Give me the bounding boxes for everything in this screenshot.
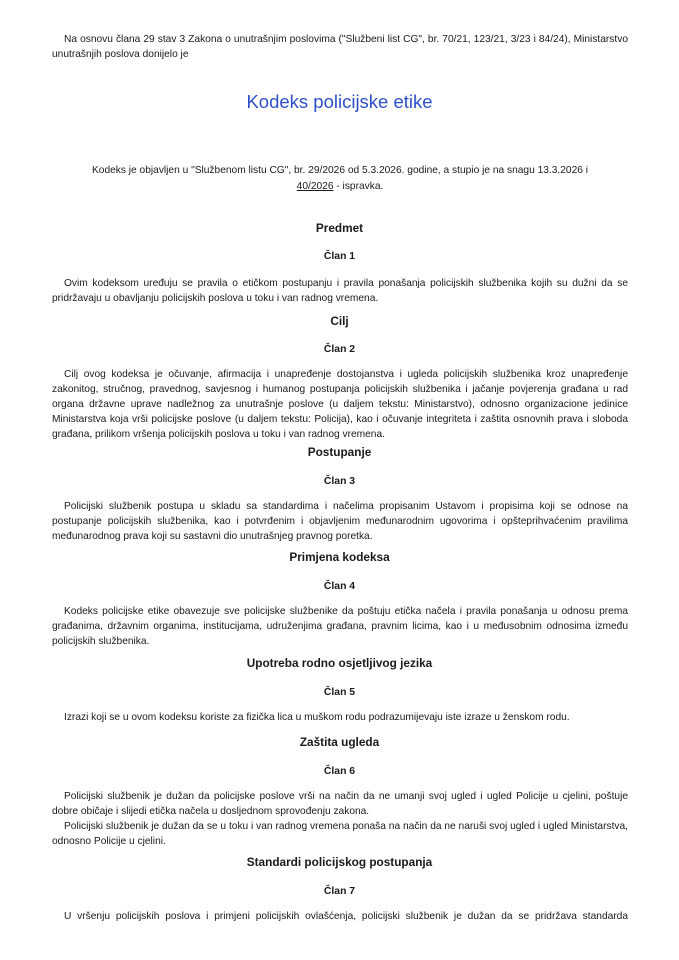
section-heading-postupanje: Postupanje <box>307 445 372 459</box>
article-1-label: Član 1 <box>323 251 356 262</box>
article-7-text: U vršenju policijskih poslova i primjeni policijskih ovlašćenja, policijski službenik je dužan da se pridržava standarda <box>64 911 628 922</box>
correction-link[interactable]: 40/2026 <box>296 181 334 192</box>
document-title: Kodeks policijske etike <box>246 91 433 112</box>
article-4-label: Član 4 <box>323 581 356 592</box>
publication-note <box>52 163 628 195</box>
article-6-label: Član 6 <box>323 766 356 777</box>
preamble: Na osnovu člana 29 stav 3 Zakona o unutrašnjim poslovima ("Službeni list CG", br. 70/21, 123/21, 3/23 i 84/24), Ministarstvo unutrašnjih poslova donijelo je <box>52 34 628 60</box>
publication-text: Kodeks je objavljen u "Službenom listu CG", br. 29/2026 od 5.3.2026. godine, a stupio je na snagu 13.3.2026 i <box>91 165 588 176</box>
section-heading-zastita-ugleda: Zaštita ugleda <box>299 735 380 749</box>
article-5-label: Član 5 <box>323 687 356 698</box>
article-5-text: Izrazi koji se u ovom kodeksu koriste za fizička lica u muškom rodu podrazumijevaju iste izraze u ženskom rodu. <box>64 712 570 723</box>
article-6-paragraph-2: Policijski službenik je dužan da se u toku i van radnog vremena ponaša na način da ne naruši svoj ugled i ugled Ministarstva, odnosno Policije u cjelini. <box>52 821 628 847</box>
section-heading-standardi: Standardi policijskog postupanja <box>246 855 433 869</box>
article-7-label: Član 7 <box>323 886 356 897</box>
article-2-text: Cilj ovog kodeksa je očuvanje, afirmacija i unapređenje dostojanstva i ugleda policijskih službenika kroz unapređenje zakonitog, stručnog, pravednog, savjesnog i humanog postupanja policijskih službenika i jačanje povjerenja građana u rad organa državne uprave nadležnog za unutrašnje poslove (u daljem tekstu: Ministarstvo), odnosno organizacione jedinice Ministarstva koja vrši policijske poslove (u daljem tekstu: Policija), kao i očuvanje integriteta i zaštita osnovnih prava i sloboda građana, prilikom vršenja policijskih poslova u toku i van radnog vremena. <box>52 369 628 440</box>
section-heading-predmet: Predmet <box>315 221 364 235</box>
article-3-text: Policijski službenik postupa u skladu sa standardima i načelima propisanim Ustavom i propisima koji se odnose na postupanje policijskih službenika, kao i potvrđenim i objavljenim međunarodnim ugovorima i opšteprihvaćenim pravilima međunarodnog prava koji su sastavni dio unutrašnjeg pravnog poretka. <box>52 501 628 542</box>
article-6-paragraph-1: Policijski službenik je dužan da policijske poslove vrši na način da ne umanji svoj ugled i ugled Policije u cjelini, poštuje dobre običaje i slijedi etička načela u dosljednom sprovođenju zakona. <box>52 791 628 817</box>
section-heading-cilj: Cilj <box>330 314 349 328</box>
article-2-label: Član 2 <box>323 344 356 355</box>
section-heading-rodni-jezik: Upotreba rodno osjetljivog jezika <box>246 656 433 670</box>
publication-suffix: - ispravka. <box>333 181 384 192</box>
section-heading-primjena: Primjena kodeksa <box>289 550 390 564</box>
article-4-text: Kodeks policijske etike obavezuje sve policijske službenike da poštuju etička načela i pravila ponašanja u odnosu prema građanima, državnim organima, institucijama, udruženjima građana, pravnim licima, kao i u međusobnim odnosima između policijskih službenika. <box>52 606 628 647</box>
article-1-text: Ovim kodeksom uređuju se pravila o etičkom postupanju i pravila ponašanja policijskih službenika kojih su dužni da se pridržavaju u obavljanju policijskih poslova u toku i van radnog vremena. <box>52 278 628 304</box>
article-3-label: Član 3 <box>323 476 356 487</box>
